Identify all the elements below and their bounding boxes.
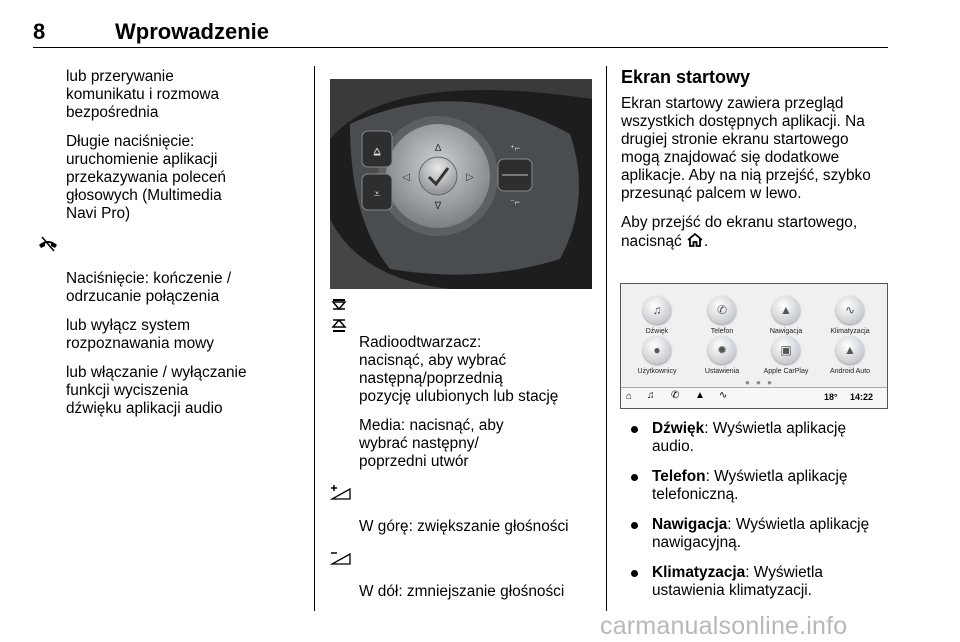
gear-icon: ✹ — [708, 336, 736, 364]
list-item — [621, 468, 891, 504]
home-icon — [686, 232, 704, 248]
app-tile-climate — [819, 296, 881, 335]
favourites-icon — [330, 298, 352, 334]
volume-up-icon — [330, 483, 352, 501]
android-auto-icon: ▲ — [836, 336, 864, 364]
app-tile-carplay — [755, 336, 817, 375]
app-label: Dźwięk — [645, 328, 669, 335]
volume-up-text: W górę: zwiększanie głośności — [359, 518, 569, 535]
steering-wheel-controls-image — [330, 79, 592, 289]
temperature-readout: 18° — [824, 392, 838, 402]
bullet-text: : Wyświetla aplikację audio. — [652, 420, 847, 455]
end-call-icon — [37, 235, 59, 253]
home-screen-image — [620, 283, 888, 409]
radio-text: Radioodtwarzacz: nacisnąć, aby wybrać następną/poprzednią pozycję ulubionych lub stację — [359, 334, 559, 405]
home-icon: ⌂ — [626, 391, 633, 402]
svg-text:⁻⌐: ⁻⌐ — [509, 197, 521, 207]
list-item — [621, 564, 891, 600]
bullet-dot — [631, 570, 638, 577]
app-label: Nawigacja — [769, 328, 803, 335]
volume-up-row — [330, 482, 600, 536]
app-bullet-list — [621, 420, 891, 612]
app-tile-navigation — [755, 296, 817, 335]
page-title: Wprowadzenie — [115, 19, 270, 44]
bullet-term: Telefon — [652, 468, 706, 485]
radio-row — [330, 298, 600, 406]
bullet-text: : Wyświetla aplikację telefoniczną. — [652, 468, 848, 503]
volume-down-row — [330, 547, 600, 601]
end-call-text: Naciśnięcie: kończenie / odrzucanie połączenia — [66, 270, 232, 305]
svg-text:◁: ◁ — [402, 172, 410, 183]
app-tile-sound — [626, 296, 688, 335]
svg-text:⩠: ⩠ — [373, 144, 381, 158]
middle-column — [330, 298, 600, 612]
bullet-term: Dźwięk — [652, 420, 705, 437]
navigation-arrow-icon: ▲ — [695, 390, 705, 401]
phone-icon: ✆ — [671, 390, 680, 401]
phone-icon: ✆ — [708, 296, 736, 324]
volume-down-text: W dół: zmniejszanie głośności — [359, 583, 565, 600]
media-text: Media: nacisnąć, aby wybrać następny/ poprzedni utwór — [359, 417, 504, 470]
end-call-row — [37, 234, 307, 306]
app-label: Telefon — [710, 328, 734, 335]
app-label: Użytkownicy — [637, 368, 677, 375]
column-divider-left — [314, 66, 315, 611]
clock-readout: 14:22 — [850, 392, 874, 402]
status-bar — [621, 387, 887, 408]
volume-down-icon — [330, 548, 352, 566]
section-heading: Ekran startowy — [621, 67, 751, 87]
text-block: Długie naciśnięcie: uruchomienie aplikacji przekazywania poleceń głosowych (Multimedia Navi Pro) — [66, 133, 226, 222]
app-tile-phone — [691, 296, 753, 335]
bullet-text: : Wyświetla ustawienia klimatyzacji. — [652, 564, 823, 599]
text-block: lub włączanie / wyłączanie funkcji wyciszenia dźwięku aplikacji audio — [66, 364, 247, 417]
watermark: carmanualsonline.info — [600, 612, 848, 640]
left-column — [37, 68, 307, 429]
app-label: Ustawienia — [704, 368, 740, 375]
bullet-dot — [631, 426, 638, 433]
carplay-icon: ▣ — [772, 336, 800, 364]
bullet-text: : Wyświetla aplikację nawigacyjną. — [652, 516, 870, 551]
app-tile-settings — [691, 336, 753, 375]
bullet-dot — [631, 522, 638, 529]
app-label: Klimatyzacja — [830, 328, 870, 335]
column-divider-right — [606, 66, 607, 611]
text-block: Ekran startowy zawiera przegląd wszystkich dostępnych aplikacji. Na drugiej stronie ekranu startowego mogą znajdować się dodatkowe aplikacje. Aby na nią przejść, szybko przesunąć palcem w lewo. — [621, 95, 871, 202]
list-item — [621, 516, 891, 552]
home-instruction — [621, 214, 891, 251]
svg-text:∇: ∇ — [434, 201, 442, 212]
text-block: lub wyłącz system rozpoznawania mowy — [66, 317, 214, 352]
bullet-dot — [631, 474, 638, 481]
svg-text:▷: ▷ — [466, 172, 474, 183]
app-label: Apple CarPlay — [763, 368, 809, 375]
svg-text:∆: ∆ — [434, 143, 442, 154]
music-note-icon: ♫ — [643, 296, 671, 324]
text-block: lub przerywanie komunikatu i rozmowa bezpośrednia — [66, 68, 220, 121]
app-tile-users — [626, 336, 688, 375]
bullet-term: Klimatyzacja — [652, 564, 746, 581]
svg-text:⁺⌐: ⁺⌐ — [509, 143, 521, 153]
user-icon: ● — [643, 336, 671, 364]
navigation-arrow-icon: ▲ — [772, 296, 800, 324]
bullet-term: Nawigacja — [652, 516, 728, 533]
climate-icon: ∿ — [836, 296, 864, 324]
page-number: 8 — [33, 19, 46, 44]
home-instruction-end: . — [704, 233, 709, 250]
app-tile-android-auto — [819, 336, 881, 375]
climate-icon: ∿ — [719, 390, 728, 401]
music-note-icon: ♫ — [647, 390, 655, 401]
page-indicator-dots: ● ● ● — [745, 378, 774, 387]
header-divider — [33, 47, 888, 48]
home-instruction-text: Aby przejść do ekranu startowego, nacisnąć — [621, 214, 858, 250]
right-column — [621, 68, 891, 251]
list-item — [621, 420, 891, 456]
svg-text:⩡: ⩡ — [373, 187, 381, 201]
app-label: Android Auto — [829, 368, 871, 375]
